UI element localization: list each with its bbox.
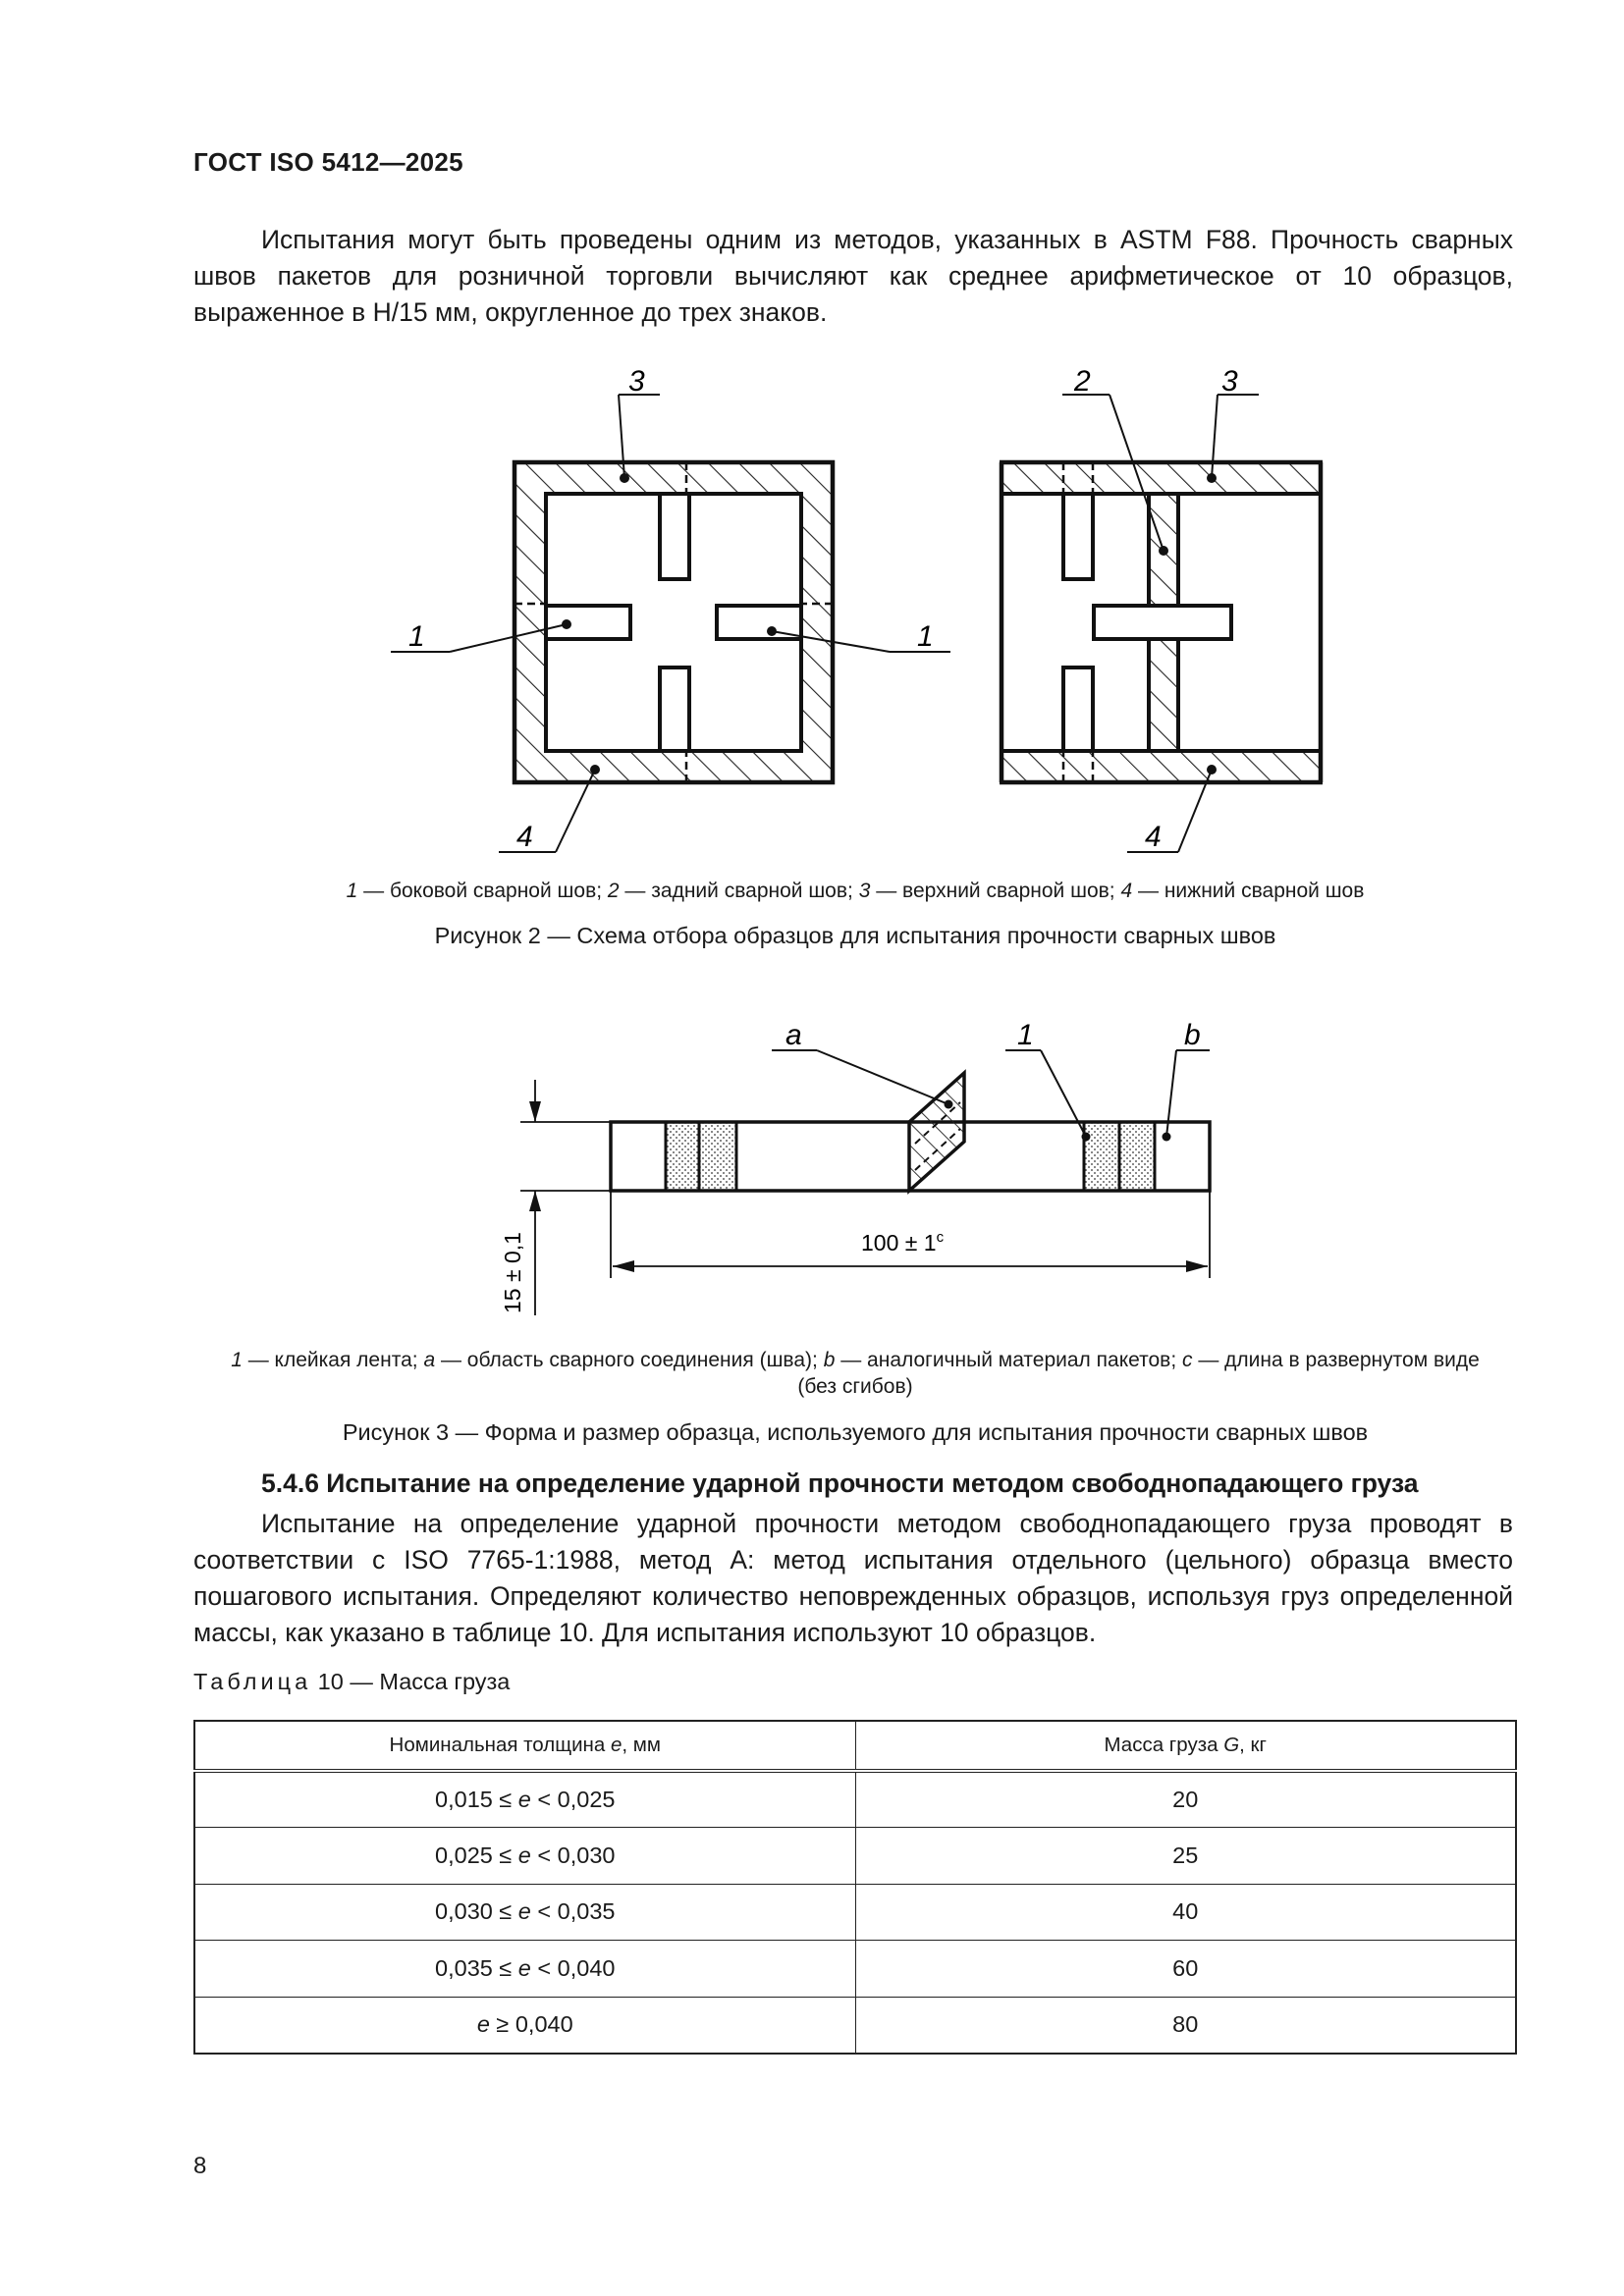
thickness-cell: 0,025 ≤ e < 0,030	[194, 1828, 855, 1885]
table-caption: Таблица 10 — Масса груза	[193, 1669, 511, 1694]
thickness-cell: e ≥ 0,040	[194, 1997, 855, 2054]
fig3-callout-1: 1	[1017, 1019, 1034, 1051]
intro-paragraph-text: Испытания могут быть проведены одним из методов, указанных в ASTM F88. Прочность сварных швов пакетов для розничной торговли вычисляют как среднее арифметическое от 10 образцов, выраженное в Н/15 мм, округленное до трех знаков.	[193, 225, 1513, 327]
mass-cell: 60	[855, 1941, 1516, 1998]
thickness-cell: 0,030 ≤ e < 0,035	[194, 1884, 855, 1941]
fig3-specimen	[520, 1050, 1210, 1315]
figure-3-diagram	[0, 991, 1624, 1325]
col-header-mass: Масса груза G, кг	[855, 1721, 1516, 1771]
table-row	[194, 1828, 1516, 1885]
thickness-cell: 0,015 ≤ e < 0,025	[194, 1771, 855, 1828]
table-row	[194, 1884, 1516, 1941]
figure-3-legend: 1 — клейкая лента; a — область сварного соединения (шва); b — аналогичный материал пакетов; c — длина в развернутом виде (без сгибов)	[231, 1349, 1480, 1398]
section-paragraph	[193, 1506, 1513, 1651]
table-row	[194, 1941, 1516, 1998]
mass-cell: 40	[855, 1884, 1516, 1941]
fig3-length-dimension: $100 \pm 1^c$	[861, 1229, 945, 1255]
figure-2-legend: 1 — боковой сварной шов; 2 — задний сварной шов; 3 — верхний сварной шов; 4 — нижний сварной шов	[346, 880, 1365, 902]
figure-2-caption: Рисунок 2 — Схема отбора образцов для испытания прочности сварных швов	[434, 923, 1276, 948]
fig2-right-sample	[1000, 395, 1323, 852]
section-title: 5.4.6 Испытание на определение ударной прочности методом свободнопадающего груза	[261, 1468, 1419, 1498]
page-number: 8	[193, 2153, 207, 2179]
fig2-callout-3-right: 3	[1221, 365, 1238, 398]
document-header: ГОСТ ISO 5412—2025	[193, 147, 463, 177]
col-header-thickness: Номинальная толщина e, мм	[194, 1721, 855, 1771]
section-paragraph-text: Испытание на определение ударной прочности методом свободнопадающего груза проводят в соответствии с ISO 7765-1:1988, метод A: метод испытания отдельного (цельного) образца вместо пошагового испытания. Определяют количество неповрежденных образцов, используя груз определенной массы, как указано в таблице 10. Для испытания используют 10 образцов.	[193, 1509, 1513, 1647]
fig2-callout-1-right: 1	[917, 620, 934, 653]
figure-3-caption: Рисунок 3 — Форма и размер образца, используемого для испытания прочности сварных швов	[342, 1419, 1369, 1445]
thickness-cell: 0,035 ≤ e < 0,040	[194, 1941, 855, 1998]
fig2-callout-4-right: 4	[1145, 821, 1162, 853]
fig2-callout-3-left: 3	[628, 365, 645, 398]
fig2-callout-2-right: 2	[1074, 365, 1091, 398]
fig2-callout-1-left: 1	[408, 620, 425, 653]
mass-cell: 25	[855, 1828, 1516, 1885]
fig3-callout-b: b	[1184, 1019, 1201, 1051]
figure-2-diagram	[0, 0, 1624, 883]
fig3-width-dimension: 15 ± 0,1	[500, 1232, 525, 1313]
fig3-callout-a: a	[785, 1019, 802, 1051]
fig2-left-sample	[391, 395, 950, 852]
mass-cell: 20	[855, 1771, 1516, 1828]
fig2-callout-4-left: 4	[516, 821, 533, 853]
mass-cell: 80	[855, 1997, 1516, 2054]
table-header-row	[194, 1721, 1516, 1771]
mass-table	[193, 1720, 1517, 2055]
table-row	[194, 1771, 1516, 1828]
table-row	[194, 1997, 1516, 2054]
